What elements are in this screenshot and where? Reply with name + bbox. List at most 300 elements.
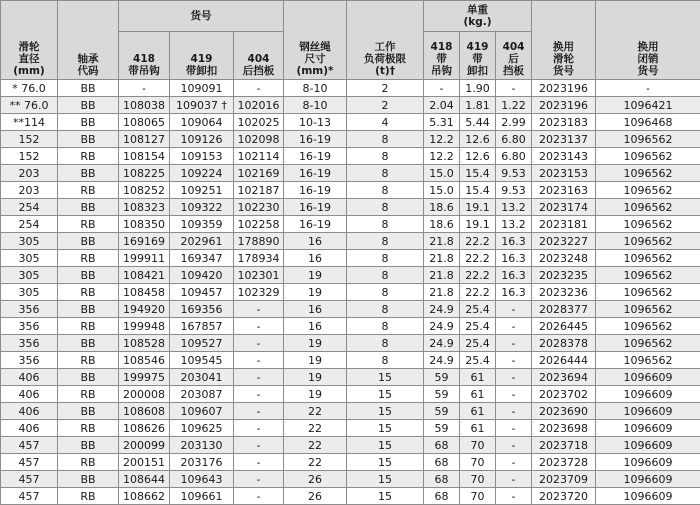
table-row <box>1 386 700 403</box>
cell-sheave-diameter: 356 <box>1 318 58 335</box>
cell-part-419: 167857 <box>170 318 234 335</box>
cell-part-418: 108127 <box>119 131 170 148</box>
cell-part-404: - <box>234 335 284 352</box>
cell-replacement-sheave: 2023728 <box>532 454 596 471</box>
cell-part-404: 102329 <box>234 284 284 301</box>
cell-weight-418: 24.9 <box>424 352 460 369</box>
cell-part-404: 102169 <box>234 165 284 182</box>
cell-part-404: - <box>234 437 284 454</box>
header-working-load-limit: 工作 负荷极限 (t)† <box>347 1 424 80</box>
cell-rope-size: 16 <box>284 233 347 250</box>
cell-rope-size: 22 <box>284 403 347 420</box>
cell-weight-418: 59 <box>424 369 460 386</box>
cell-rope-size: 19 <box>284 335 347 352</box>
cell-weight-418: 68 <box>424 437 460 454</box>
cell-replacement-bolt: 1096468 <box>596 114 700 131</box>
cell-bearing-code: BB <box>58 437 119 454</box>
cell-weight-418: 68 <box>424 471 460 488</box>
cell-part-418: 194920 <box>119 301 170 318</box>
cell-replacement-sheave: 2023196 <box>532 97 596 114</box>
cell-part-418: 108644 <box>119 471 170 488</box>
cell-rope-size: 16-19 <box>284 216 347 233</box>
cell-rope-size: 19 <box>284 284 347 301</box>
cell-rope-size: 16-19 <box>284 165 347 182</box>
cell-weight-418: 2.04 <box>424 97 460 114</box>
cell-part-419: 109322 <box>170 199 234 216</box>
cell-weight-419: 61 <box>460 369 496 386</box>
cell-part-419: 109607 <box>170 403 234 420</box>
table-row <box>1 165 700 182</box>
table-row <box>1 488 700 505</box>
cell-part-419: 202961 <box>170 233 234 250</box>
cell-part-418: 199975 <box>119 369 170 386</box>
cell-part-418: 108608 <box>119 403 170 420</box>
cell-part-418: 199911 <box>119 250 170 267</box>
cell-sheave-diameter: 305 <box>1 267 58 284</box>
cell-bearing-code: RB <box>58 488 119 505</box>
cell-part-404: - <box>234 80 284 97</box>
table-row <box>1 148 700 165</box>
cell-rope-size: 22 <box>284 420 347 437</box>
cell-part-418: 108154 <box>119 148 170 165</box>
cell-part-419: 109037 † <box>170 97 234 114</box>
cell-replacement-bolt: 1096609 <box>596 471 700 488</box>
cell-replacement-sheave: 2023720 <box>532 488 596 505</box>
cell-part-404: - <box>234 420 284 437</box>
cell-weight-404: - <box>496 335 532 352</box>
cell-part-418: 108350 <box>119 216 170 233</box>
cell-working-load-limit: 8 <box>347 250 424 267</box>
cell-replacement-sheave: 2023248 <box>532 250 596 267</box>
header-replacement-sheave: 换用 滑轮 货号 <box>532 1 596 80</box>
cell-rope-size: 19 <box>284 386 347 403</box>
cell-part-404: 102230 <box>234 199 284 216</box>
cell-working-load-limit: 8 <box>347 182 424 199</box>
table-row <box>1 80 700 97</box>
cell-sheave-diameter: 254 <box>1 199 58 216</box>
cell-bearing-code: BB <box>58 301 119 318</box>
cell-weight-404: 16.3 <box>496 267 532 284</box>
cell-working-load-limit: 8 <box>347 267 424 284</box>
cell-weight-419: 19.1 <box>460 216 496 233</box>
cell-rope-size: 16 <box>284 301 347 318</box>
cell-bearing-code: RB <box>58 216 119 233</box>
cell-bearing-code: RB <box>58 182 119 199</box>
cell-part-419: 109251 <box>170 182 234 199</box>
cell-weight-418: 21.8 <box>424 267 460 284</box>
cell-weight-418: 24.9 <box>424 335 460 352</box>
header-sheave-diameter: 滑轮 直径 (mm) <box>1 1 58 80</box>
cell-part-404: 102301 <box>234 267 284 284</box>
cell-part-418: 108065 <box>119 114 170 131</box>
cell-working-load-limit: 8 <box>347 335 424 352</box>
table-header <box>1 1 700 80</box>
cell-weight-418: 21.8 <box>424 284 460 301</box>
table-row <box>1 216 700 233</box>
cell-part-419: 109126 <box>170 131 234 148</box>
cell-sheave-diameter: ** 76.0 <box>1 97 58 114</box>
cell-working-load-limit: 8 <box>347 148 424 165</box>
cell-part-419: 203130 <box>170 437 234 454</box>
cell-weight-404: - <box>496 386 532 403</box>
cell-weight-404: - <box>496 437 532 454</box>
cell-part-404: 178890 <box>234 233 284 250</box>
cell-weight-418: 68 <box>424 454 460 471</box>
cell-weight-419: 61 <box>460 386 496 403</box>
cell-part-404: - <box>234 488 284 505</box>
header-weight-419: 419 带 卸扣 <box>460 32 496 80</box>
cell-replacement-sheave: 2023236 <box>532 284 596 301</box>
table-row <box>1 182 700 199</box>
cell-working-load-limit: 15 <box>347 471 424 488</box>
cell-weight-418: - <box>424 80 460 97</box>
cell-bearing-code: BB <box>58 403 119 420</box>
cell-part-419: 109064 <box>170 114 234 131</box>
cell-weight-404: - <box>496 471 532 488</box>
cell-sheave-diameter: 203 <box>1 165 58 182</box>
cell-weight-418: 21.8 <box>424 233 460 250</box>
cell-sheave-diameter: 457 <box>1 454 58 471</box>
cell-weight-418: 18.6 <box>424 199 460 216</box>
cell-bearing-code: RB <box>58 284 119 301</box>
table-row <box>1 403 700 420</box>
table-row <box>1 114 700 131</box>
cell-weight-418: 21.8 <box>424 250 460 267</box>
cell-part-418: 108528 <box>119 335 170 352</box>
cell-bearing-code: BB <box>58 131 119 148</box>
header-part-number-group: 货号 <box>119 1 284 32</box>
cell-weight-418: 59 <box>424 403 460 420</box>
cell-weight-419: 1.90 <box>460 80 496 97</box>
table-row <box>1 437 700 454</box>
cell-part-419: 203176 <box>170 454 234 471</box>
cell-part-404: - <box>234 403 284 420</box>
table-row <box>1 471 700 488</box>
cell-sheave-diameter: 406 <box>1 369 58 386</box>
cell-bearing-code: BB <box>58 199 119 216</box>
cell-weight-404: 9.53 <box>496 182 532 199</box>
cell-weight-404: 2.99 <box>496 114 532 131</box>
cell-part-419: 109457 <box>170 284 234 301</box>
cell-working-load-limit: 8 <box>347 199 424 216</box>
cell-working-load-limit: 8 <box>347 318 424 335</box>
cell-working-load-limit: 15 <box>347 454 424 471</box>
cell-replacement-sheave: 2023698 <box>532 420 596 437</box>
cell-part-418: 108038 <box>119 97 170 114</box>
cell-sheave-diameter: **114 <box>1 114 58 131</box>
cell-bearing-code: BB <box>58 233 119 250</box>
header-weight-group: 单重 (kg.) <box>424 1 532 32</box>
header-rope-size: 钢丝绳 尺寸 (mm)* <box>284 1 347 80</box>
table-body <box>1 80 700 505</box>
cell-working-load-limit: 15 <box>347 369 424 386</box>
cell-weight-404: - <box>496 420 532 437</box>
cell-part-419: 169356 <box>170 301 234 318</box>
cell-weight-419: 70 <box>460 488 496 505</box>
cell-bearing-code: BB <box>58 267 119 284</box>
cell-sheave-diameter: 356 <box>1 352 58 369</box>
cell-weight-419: 70 <box>460 471 496 488</box>
cell-weight-419: 19.1 <box>460 199 496 216</box>
cell-replacement-sheave: 2026444 <box>532 352 596 369</box>
cell-part-419: 109153 <box>170 148 234 165</box>
cell-weight-419: 25.4 <box>460 318 496 335</box>
cell-sheave-diameter: 305 <box>1 250 58 267</box>
header-part-404: 404 后挡板 <box>234 32 284 80</box>
cell-part-404: - <box>234 386 284 403</box>
cell-part-418: 108421 <box>119 267 170 284</box>
cell-working-load-limit: 15 <box>347 437 424 454</box>
cell-bearing-code: RB <box>58 148 119 165</box>
cell-weight-404: - <box>496 454 532 471</box>
cell-part-418: - <box>119 80 170 97</box>
cell-weight-404: - <box>496 352 532 369</box>
cell-sheave-diameter: 152 <box>1 148 58 165</box>
table-row <box>1 284 700 301</box>
cell-replacement-sheave: 2028377 <box>532 301 596 318</box>
cell-sheave-diameter: 152 <box>1 131 58 148</box>
cell-weight-404: 16.3 <box>496 233 532 250</box>
cell-part-419: 109661 <box>170 488 234 505</box>
cell-working-load-limit: 15 <box>347 386 424 403</box>
table-row <box>1 335 700 352</box>
cell-weight-419: 61 <box>460 420 496 437</box>
cell-part-419: 169347 <box>170 250 234 267</box>
cell-part-404: 102114 <box>234 148 284 165</box>
cell-part-404: 178934 <box>234 250 284 267</box>
cell-rope-size: 16-19 <box>284 148 347 165</box>
header-weight-418: 418 带 吊钩 <box>424 32 460 80</box>
cell-weight-419: 5.44 <box>460 114 496 131</box>
cell-weight-419: 70 <box>460 454 496 471</box>
cell-replacement-sheave: 2023718 <box>532 437 596 454</box>
cell-replacement-sheave: 2023709 <box>532 471 596 488</box>
cell-replacement-bolt: 1096562 <box>596 250 700 267</box>
cell-weight-404: - <box>496 80 532 97</box>
table-row <box>1 352 700 369</box>
cell-replacement-sheave: 2026445 <box>532 318 596 335</box>
cell-replacement-bolt: 1096562 <box>596 165 700 182</box>
cell-sheave-diameter: 457 <box>1 488 58 505</box>
cell-replacement-bolt: 1096562 <box>596 284 700 301</box>
table-row <box>1 97 700 114</box>
cell-working-load-limit: 8 <box>347 131 424 148</box>
cell-weight-404: 6.80 <box>496 148 532 165</box>
cell-part-419: 109224 <box>170 165 234 182</box>
cell-weight-418: 24.9 <box>424 318 460 335</box>
cell-weight-404: - <box>496 369 532 386</box>
cell-sheave-diameter: 406 <box>1 386 58 403</box>
cell-sheave-diameter: 305 <box>1 284 58 301</box>
cell-part-404: 102098 <box>234 131 284 148</box>
cell-replacement-bolt: 1096609 <box>596 437 700 454</box>
table-row <box>1 420 700 437</box>
cell-weight-418: 15.0 <box>424 182 460 199</box>
cell-rope-size: 16-19 <box>284 199 347 216</box>
cell-replacement-sheave: 2028378 <box>532 335 596 352</box>
cell-working-load-limit: 8 <box>347 301 424 318</box>
table-row <box>1 233 700 250</box>
cell-replacement-bolt: 1096562 <box>596 301 700 318</box>
cell-part-404: - <box>234 301 284 318</box>
cell-weight-418: 15.0 <box>424 165 460 182</box>
header-row-group <box>1 1 700 32</box>
cell-part-418: 108323 <box>119 199 170 216</box>
cell-part-418: 108225 <box>119 165 170 182</box>
cell-bearing-code: RB <box>58 420 119 437</box>
cell-part-404: 102016 <box>234 97 284 114</box>
cell-working-load-limit: 4 <box>347 114 424 131</box>
cell-working-load-limit: 15 <box>347 488 424 505</box>
cell-working-load-limit: 15 <box>347 403 424 420</box>
cell-weight-418: 12.2 <box>424 131 460 148</box>
cell-part-404: - <box>234 369 284 386</box>
cell-part-404: - <box>234 318 284 335</box>
cell-sheave-diameter: 406 <box>1 403 58 420</box>
table-row <box>1 199 700 216</box>
cell-part-419: 109643 <box>170 471 234 488</box>
cell-rope-size: 16 <box>284 250 347 267</box>
cell-replacement-bolt: - <box>596 80 700 97</box>
cell-part-419: 109545 <box>170 352 234 369</box>
cell-replacement-bolt: 1096609 <box>596 403 700 420</box>
cell-rope-size: 22 <box>284 437 347 454</box>
cell-weight-404: - <box>496 301 532 318</box>
cell-weight-418: 68 <box>424 488 460 505</box>
cell-rope-size: 19 <box>284 352 347 369</box>
cell-weight-419: 12.6 <box>460 148 496 165</box>
cell-replacement-bolt: 1096562 <box>596 267 700 284</box>
cell-part-418: 199948 <box>119 318 170 335</box>
cell-sheave-diameter: 356 <box>1 301 58 318</box>
cell-replacement-bolt: 1096609 <box>596 420 700 437</box>
cell-part-418: 169169 <box>119 233 170 250</box>
cell-replacement-sheave: 2023690 <box>532 403 596 420</box>
cell-replacement-bolt: 1096562 <box>596 182 700 199</box>
cell-weight-419: 25.4 <box>460 335 496 352</box>
cell-replacement-bolt: 1096562 <box>596 131 700 148</box>
cell-sheave-diameter: 457 <box>1 437 58 454</box>
cell-part-419: 203087 <box>170 386 234 403</box>
cell-working-load-limit: 2 <box>347 97 424 114</box>
cell-replacement-bolt: 1096562 <box>596 335 700 352</box>
cell-part-419: 109420 <box>170 267 234 284</box>
cell-part-419: 109527 <box>170 335 234 352</box>
cell-weight-404: 13.2 <box>496 199 532 216</box>
table-row <box>1 301 700 318</box>
cell-replacement-sheave: 2023143 <box>532 148 596 165</box>
cell-weight-419: 25.4 <box>460 352 496 369</box>
cell-working-load-limit: 8 <box>347 165 424 182</box>
cell-sheave-diameter: 254 <box>1 216 58 233</box>
cell-part-418: 108626 <box>119 420 170 437</box>
cell-part-404: - <box>234 471 284 488</box>
cell-replacement-bolt: 1096609 <box>596 454 700 471</box>
cell-sheave-diameter: 305 <box>1 233 58 250</box>
cell-replacement-sheave: 2023196 <box>532 80 596 97</box>
cell-rope-size: 16 <box>284 318 347 335</box>
cell-sheave-diameter: * 76.0 <box>1 80 58 97</box>
header-part-418: 418 带吊钩 <box>119 32 170 80</box>
cell-bearing-code: BB <box>58 369 119 386</box>
cell-part-418: 200008 <box>119 386 170 403</box>
cell-replacement-sheave: 2023137 <box>532 131 596 148</box>
cell-sheave-diameter: 457 <box>1 471 58 488</box>
cell-part-418: 108458 <box>119 284 170 301</box>
cell-part-404: 102025 <box>234 114 284 131</box>
cell-replacement-sheave: 2023694 <box>532 369 596 386</box>
cell-replacement-bolt: 1096562 <box>596 318 700 335</box>
cell-replacement-sheave: 2023181 <box>532 216 596 233</box>
cell-part-418: 200099 <box>119 437 170 454</box>
cell-weight-404: 13.2 <box>496 216 532 233</box>
cell-bearing-code: BB <box>58 165 119 182</box>
cell-replacement-bolt: 1096562 <box>596 216 700 233</box>
cell-sheave-diameter: 356 <box>1 335 58 352</box>
cell-replacement-bolt: 1096609 <box>596 386 700 403</box>
cell-sheave-diameter: 203 <box>1 182 58 199</box>
cell-working-load-limit: 8 <box>347 233 424 250</box>
cell-rope-size: 19 <box>284 267 347 284</box>
cell-bearing-code: BB <box>58 335 119 352</box>
cell-rope-size: 22 <box>284 454 347 471</box>
cell-replacement-sheave: 2023163 <box>532 182 596 199</box>
cell-replacement-bolt: 1096562 <box>596 199 700 216</box>
cell-part-419: 109091 <box>170 80 234 97</box>
cell-bearing-code: RB <box>58 318 119 335</box>
cell-part-404: - <box>234 352 284 369</box>
cell-bearing-code: RB <box>58 454 119 471</box>
cell-working-load-limit: 8 <box>347 216 424 233</box>
cell-replacement-bolt: 1096562 <box>596 233 700 250</box>
cell-rope-size: 16-19 <box>284 182 347 199</box>
cell-part-418: 108546 <box>119 352 170 369</box>
cell-replacement-bolt: 1096609 <box>596 369 700 386</box>
cell-rope-size: 10-13 <box>284 114 347 131</box>
cell-weight-404: 1.22 <box>496 97 532 114</box>
cell-weight-419: 61 <box>460 403 496 420</box>
cell-rope-size: 26 <box>284 488 347 505</box>
cell-bearing-code: BB <box>58 97 119 114</box>
cell-part-418: 108252 <box>119 182 170 199</box>
cell-rope-size: 16-19 <box>284 131 347 148</box>
cell-weight-418: 18.6 <box>424 216 460 233</box>
table-row <box>1 131 700 148</box>
cell-part-419: 109359 <box>170 216 234 233</box>
header-bearing-code: 轴承 代码 <box>58 1 119 80</box>
cell-weight-418: 5.31 <box>424 114 460 131</box>
cell-weight-419: 22.2 <box>460 250 496 267</box>
cell-bearing-code: RB <box>58 386 119 403</box>
cell-weight-419: 70 <box>460 437 496 454</box>
cell-replacement-sheave: 2023183 <box>532 114 596 131</box>
header-replacement-bolt: 换用 闭销 货号 <box>596 1 700 80</box>
cell-replacement-bolt: 1096421 <box>596 97 700 114</box>
cell-replacement-sheave: 2023227 <box>532 233 596 250</box>
cell-replacement-sheave: 2023702 <box>532 386 596 403</box>
cell-rope-size: 8-10 <box>284 97 347 114</box>
cell-working-load-limit: 8 <box>347 352 424 369</box>
cell-weight-404: - <box>496 318 532 335</box>
cell-bearing-code: RB <box>58 250 119 267</box>
cell-part-404: 102258 <box>234 216 284 233</box>
table-row <box>1 267 700 284</box>
cell-replacement-sheave: 2023153 <box>532 165 596 182</box>
cell-replacement-bolt: 1096609 <box>596 488 700 505</box>
table-row <box>1 250 700 267</box>
table-row <box>1 454 700 471</box>
cell-weight-419: 15.4 <box>460 165 496 182</box>
